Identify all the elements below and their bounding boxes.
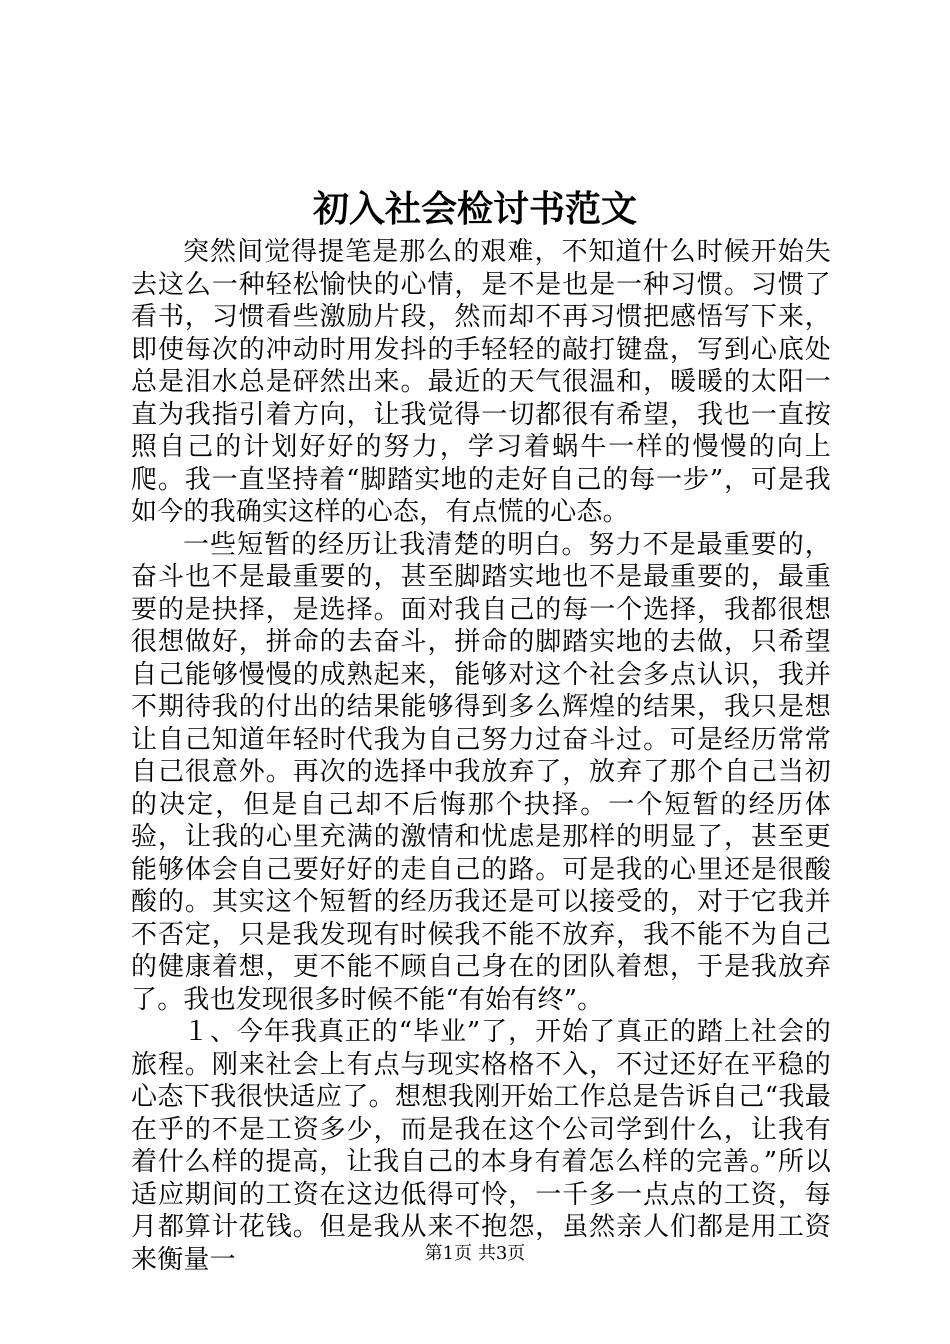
paragraph-3: １、今年我真正的“毕业”了，开始了真正的踏上社会的旅程。刚来社会上有点与现实格格不入，不过还好在平稳的心态下我很快适应了。想想我刚开始工作总是告诉自己“我最在乎的不是工资多少，而是我在这个公司学到什么，让我有着什么样的提高，让我自己的本身有着怎么样的完善。”所以适应期间的工资在这边低得可怜，一千多一点点的工资，每月都算计花钱。但是我从来不抱怨，虽然亲人们都是用工资来衡量一 (131, 1017, 831, 1275)
paragraph-1: 突然间觉得提笔是那么的艰难，不知道什么时候开始失去这么一种轻松愉快的心情，是不是也是一种习惯。习惯了看书，习惯看些激励片段，然而却不再习惯把感悟写下来，即使每次的冲动时用发抖的手轻轻的敲打键盘，写到心底处总是泪水总是砰然出来。最近的天气很温和，暖暖的太阳一直为我指引着方向，让我觉得一切都很有希望，我也一直按照自己的计划好好的努力，学习着蜗牛一样的慢慢的向上爬。我一直坚持着“脚踏实地的走好自己的每一步”，可是我如今的我确实这样的心态，有点慌的心态。 (131, 237, 831, 527)
document-title: 初入社会检讨书范文 (312, 188, 637, 230)
page-number-footer: 第1页 共3页 (424, 1243, 526, 1264)
paragraph-2: 一些短暂的经历让我清楚的明白。努力不是最重要的，奋斗也不是最重要的，甚至脚踏实地也不是最重要的，最重要的是抉择，是选择。面对我自己的每一个选择，我都很想很想做好，拼命的去奋斗，拼命的脚踏实地的去做，只希望自己能够慢慢的成熟起来，能够对这个社会多点认识，我并不期待我的付出的结果能够得到多么辉煌的结果，我只是想让自己知道年轻时代我为自己努力过奋斗过。可是经历常常自己很意外。再次的选择中我放弃了，放弃了那个自己当初的决定，但是自己却不后悔那个抉择。一个短暂的经历体验，让我的心里充满的激情和忧虑是那样的明显了，甚至更能够体会自己要好好的走自己的路。可是我的心里还是很酸酸的。其实这个短暂的经历我还是可以接受的，对于它我并不否定，只是我发现有时候我不能不放弃，我不能不为自己的健康着想，更不能不顾自己身在的团队着想，于是我放弃了。我也发现很多时候不能“有始有终”。 (131, 529, 831, 1015)
document-body (131, 236, 831, 1276)
